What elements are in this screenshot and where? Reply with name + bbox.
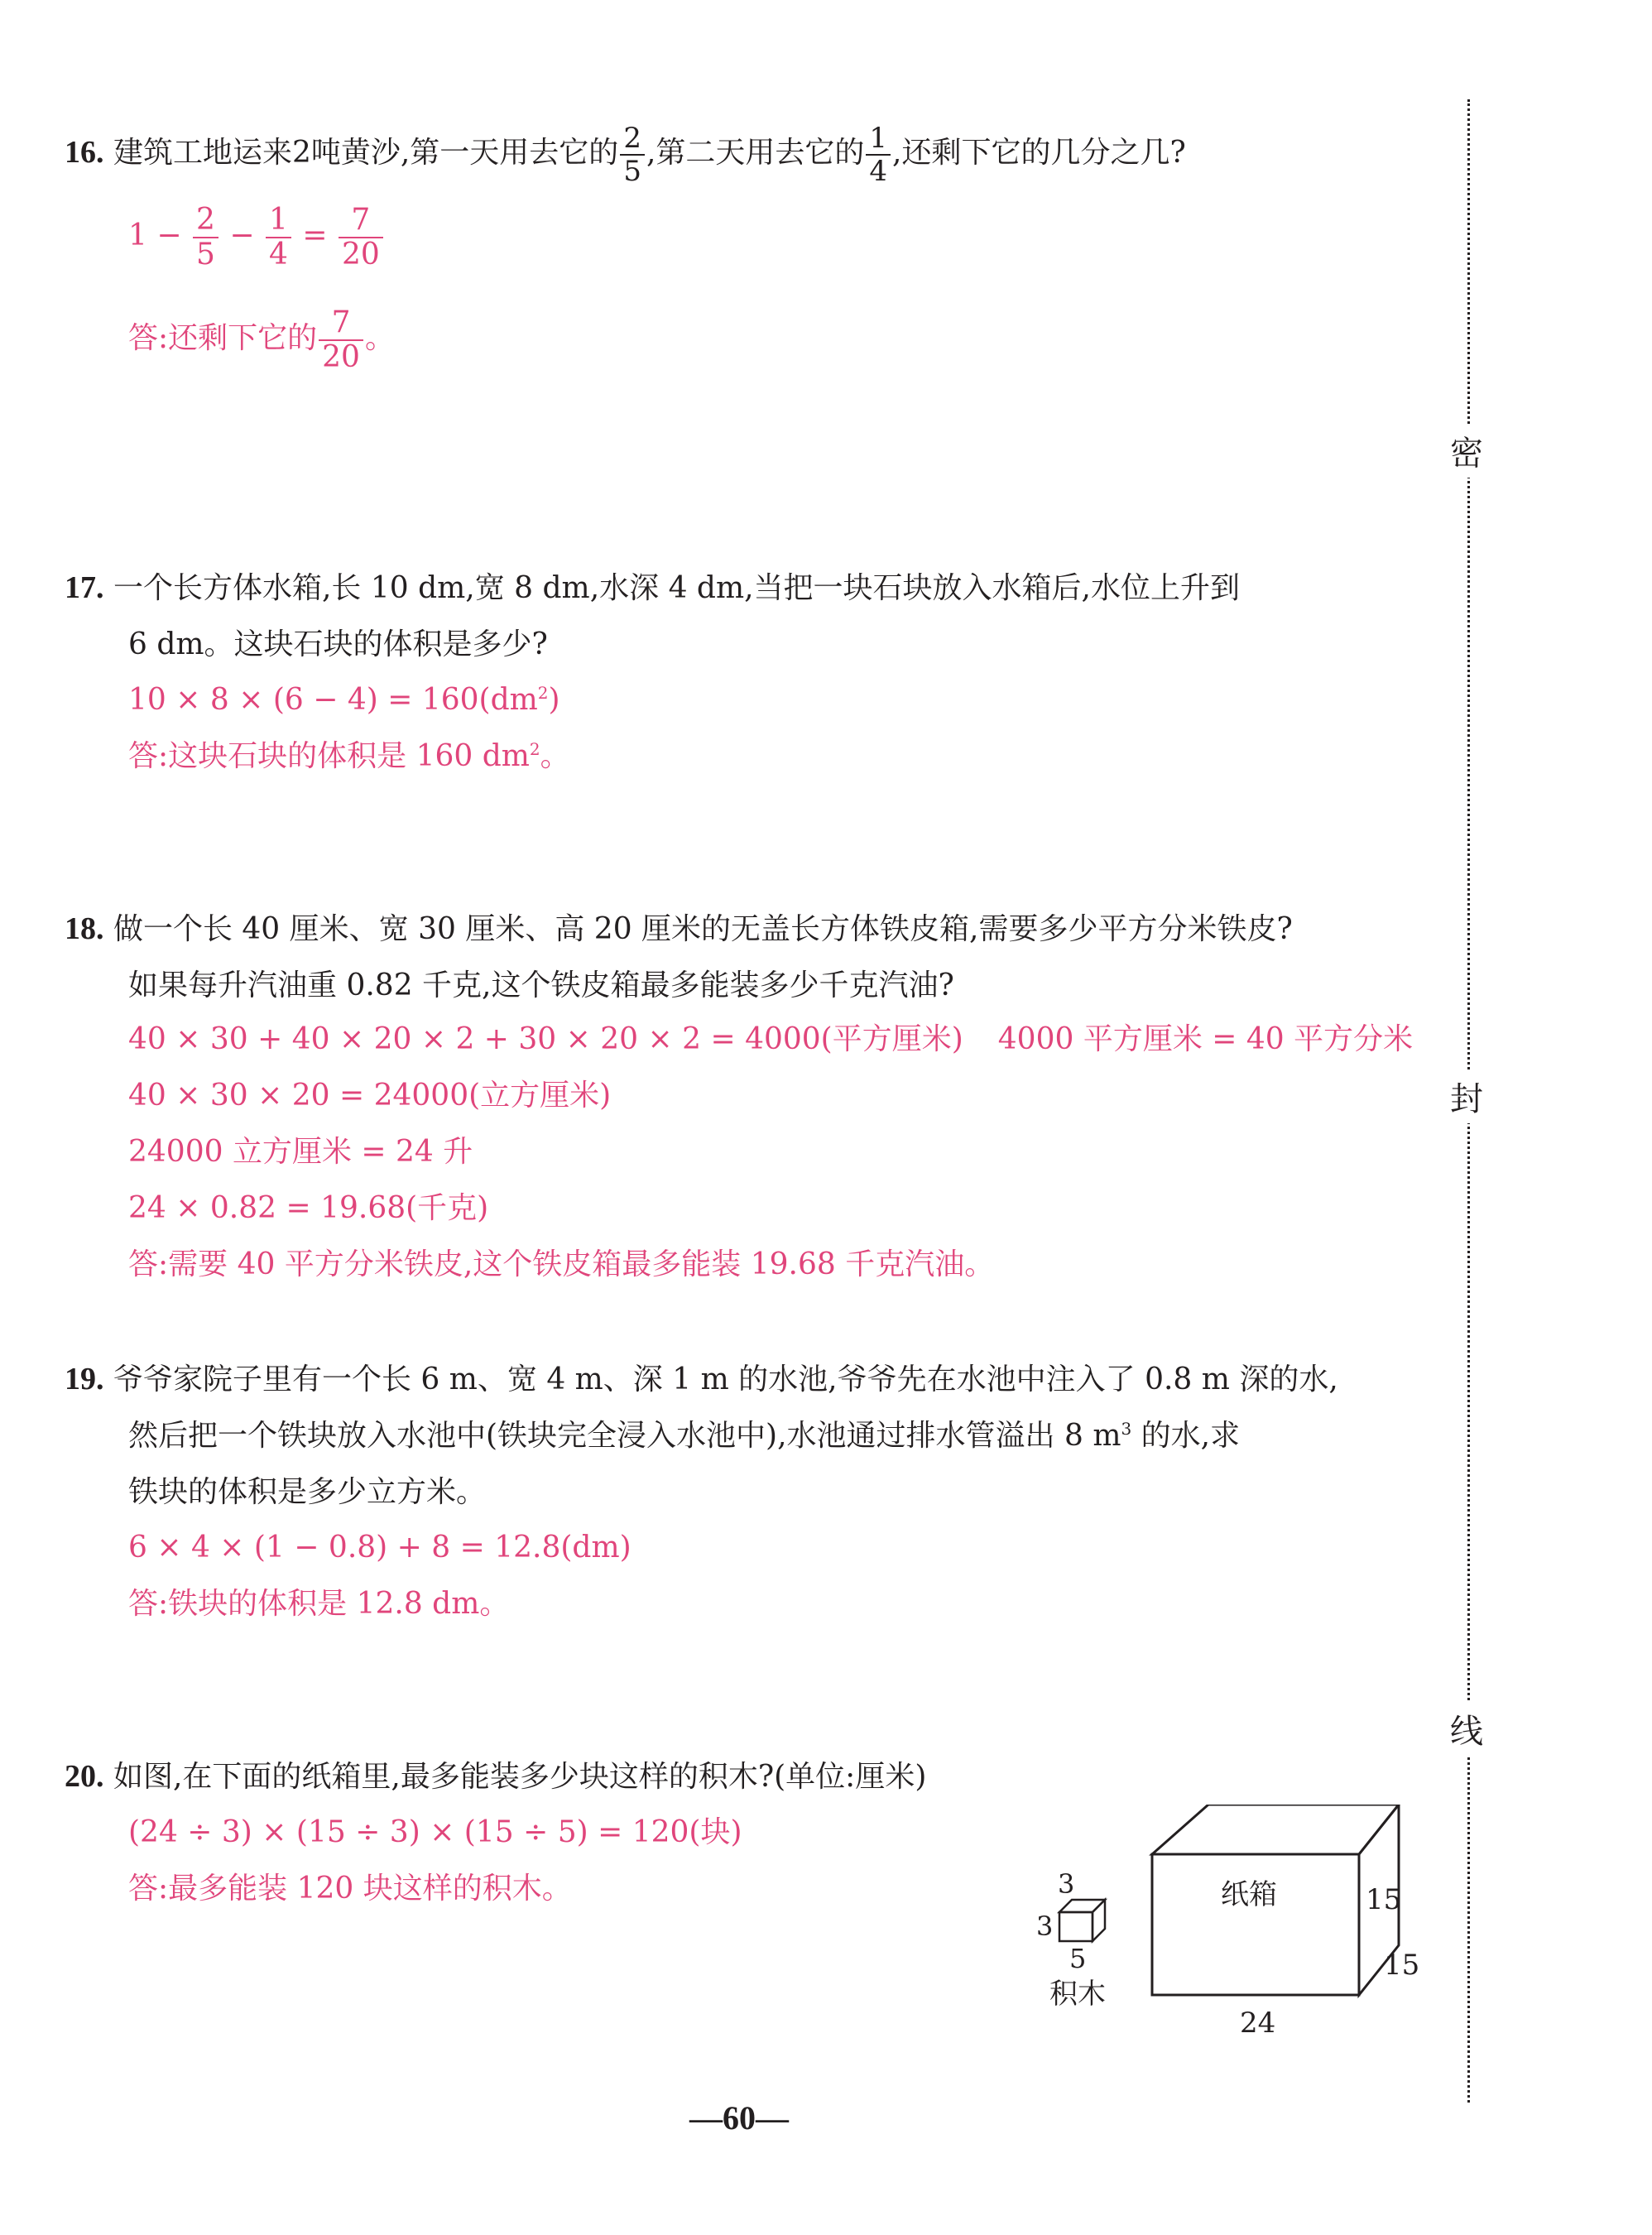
answer-text: 1 −	[128, 219, 182, 252]
block-side	[1093, 1900, 1105, 1941]
fraction-denominator: 4	[268, 238, 288, 272]
answer-20-statement: 答:最多能装 120 块这样的积木。	[128, 1872, 572, 1906]
block-dim-left: 3	[1036, 1911, 1054, 1942]
fraction-numerator: 7	[319, 308, 363, 341]
question-number: 16.	[65, 135, 104, 170]
answer-18-line-3: 24000 立方厘米 = 24 升	[128, 1135, 473, 1169]
question-text-part: 的水,求	[1131, 1419, 1241, 1453]
question-text: ,第二天用去它的	[646, 136, 865, 170]
question-text: 如果每升汽油重 0.82 千克,这个铁皮箱最多能装多少千克汽油?	[128, 968, 954, 1002]
question-text: 铁块的体积是多少立方米。	[128, 1475, 487, 1509]
fraction-denominator: 4	[869, 155, 888, 188]
question-number: 17.	[65, 570, 104, 605]
fraction-denominator: 20	[322, 340, 360, 374]
question-number: 18.	[65, 911, 104, 946]
box-dim-height: 15	[1366, 1883, 1402, 1916]
fraction-denominator: 5	[623, 155, 641, 188]
seal-char-mi: 密	[1450, 424, 1483, 478]
answer-18-line-2: 40 × 30 × 20 = 24000(立方厘米)	[128, 1079, 612, 1113]
fraction	[319, 305, 363, 374]
question-text: 爷爷家院子里有一个长 6 m、宽 4 m、深 1 m 的水池,爷爷先在水池中注入了 0.8 m 深的水,	[113, 1363, 1338, 1396]
fraction-numerator: 1	[866, 124, 891, 156]
question-number: 19.	[65, 1362, 104, 1396]
question-18	[65, 901, 1422, 1014]
answer-text: =	[302, 219, 328, 252]
block-figure	[1036, 1868, 1106, 2011]
page-number: —60—	[689, 2099, 789, 2136]
q20-figure	[1026, 1805, 1457, 2053]
question-text-part: 然后把一个铁块放入水池中(铁块完全浸入水池中),水池通过排水管溢出 8 m	[128, 1419, 1121, 1453]
answer-20-calc: (24 ÷ 3) × (15 ÷ 3) × (15 ÷ 5) = 120(块)	[128, 1815, 742, 1849]
fraction-numerator: 2	[193, 205, 219, 238]
question-16	[65, 122, 1422, 188]
answer-17-statement	[128, 728, 570, 785]
answer-text: −	[229, 219, 255, 252]
fraction-numerator: 7	[339, 205, 383, 238]
answer-text: 答:还剩下它的	[128, 321, 318, 355]
answer-16-calc	[128, 205, 385, 270]
answer-text: 答:这块石块的体积是 160 dm	[128, 739, 530, 773]
fraction	[866, 122, 891, 188]
box-dim-width: 24	[1240, 2007, 1276, 2040]
superscript: 3	[1121, 1419, 1132, 1439]
answer-text: 10 × 8 × (6 − 4) = 160(dm	[128, 683, 538, 717]
fraction-denominator: 20	[341, 238, 380, 272]
answer-text: 。	[364, 321, 395, 355]
question-text: ,还剩下它的几分之几?	[892, 136, 1186, 170]
fraction	[266, 205, 291, 270]
question-text: 做一个长 40 厘米、宽 30 厘米、高 20 厘米的无盖长方体铁皮箱,需要多少平方分米铁皮?	[113, 912, 1293, 946]
answer-19-statement: 答:铁块的体积是 12.8 dm。	[128, 1587, 510, 1621]
answer-17-calc	[128, 672, 560, 728]
answer-text: 。	[540, 739, 570, 773]
answer-18-line-4: 24 × 0.82 = 19.68(千克)	[128, 1191, 489, 1225]
superscript: 2	[537, 683, 549, 703]
question-19	[65, 1351, 1422, 1521]
question-text: 6 dm。这块石块的体积是多少?	[128, 627, 548, 661]
box-figure	[1152, 1805, 1419, 2040]
answer-text: 40 × 30 + 40 × 20 × 2 + 30 × 20 × 2 = 4000(平方厘米)	[128, 1022, 963, 1056]
question-number: 20.	[65, 1759, 104, 1794]
box-dim-depth: 15	[1384, 1949, 1420, 1982]
block-front	[1059, 1912, 1093, 1941]
answer-text: )	[548, 683, 560, 717]
question-text: 建筑工地运来2吨黄沙,第一天用去它的	[113, 136, 619, 170]
question-text	[65, 1408, 1422, 1464]
seal-char-xian: 线	[1450, 1702, 1483, 1756]
answer-text: 4000 平方厘米 = 40 平方分米	[997, 1022, 1414, 1056]
answer-19-calc: 6 × 4 × (1 − 0.8) + 8 = 12.8(dm)	[128, 1531, 632, 1564]
block-label: 积木	[1049, 1978, 1106, 2011]
block-dim-bottom: 5	[1069, 1943, 1087, 1974]
block-dim-top: 3	[1058, 1868, 1075, 1900]
question-20	[65, 1748, 1422, 1805]
question-text: 一个长方体水箱,长 10 dm,宽 8 dm,水深 4 dm,当把一块石块放入水箱后,水位上升到	[113, 571, 1240, 605]
superscript: 2	[529, 739, 540, 759]
fraction	[193, 205, 219, 270]
question-17	[65, 560, 1422, 673]
question-text: 如图,在下面的纸箱里,最多能装多少块这样的积木?(单位:厘米)	[113, 1760, 927, 1794]
answer-16-statement	[128, 305, 395, 374]
fraction-numerator: 1	[266, 205, 291, 238]
fraction-numerator: 2	[620, 124, 645, 156]
seal-char-feng: 封	[1450, 1069, 1483, 1123]
fraction-denominator: 5	[195, 238, 215, 272]
fraction	[339, 205, 383, 270]
fraction	[620, 122, 645, 188]
answer-18-line-1	[128, 1012, 1413, 1068]
box-top	[1152, 1805, 1399, 1854]
box-label: 纸箱	[1221, 1878, 1277, 1911]
box-front	[1152, 1854, 1359, 1995]
answer-18-statement: 答:需要 40 平方分米铁皮,这个铁皮箱最多能装 19.68 千克汽油。	[128, 1247, 995, 1281]
